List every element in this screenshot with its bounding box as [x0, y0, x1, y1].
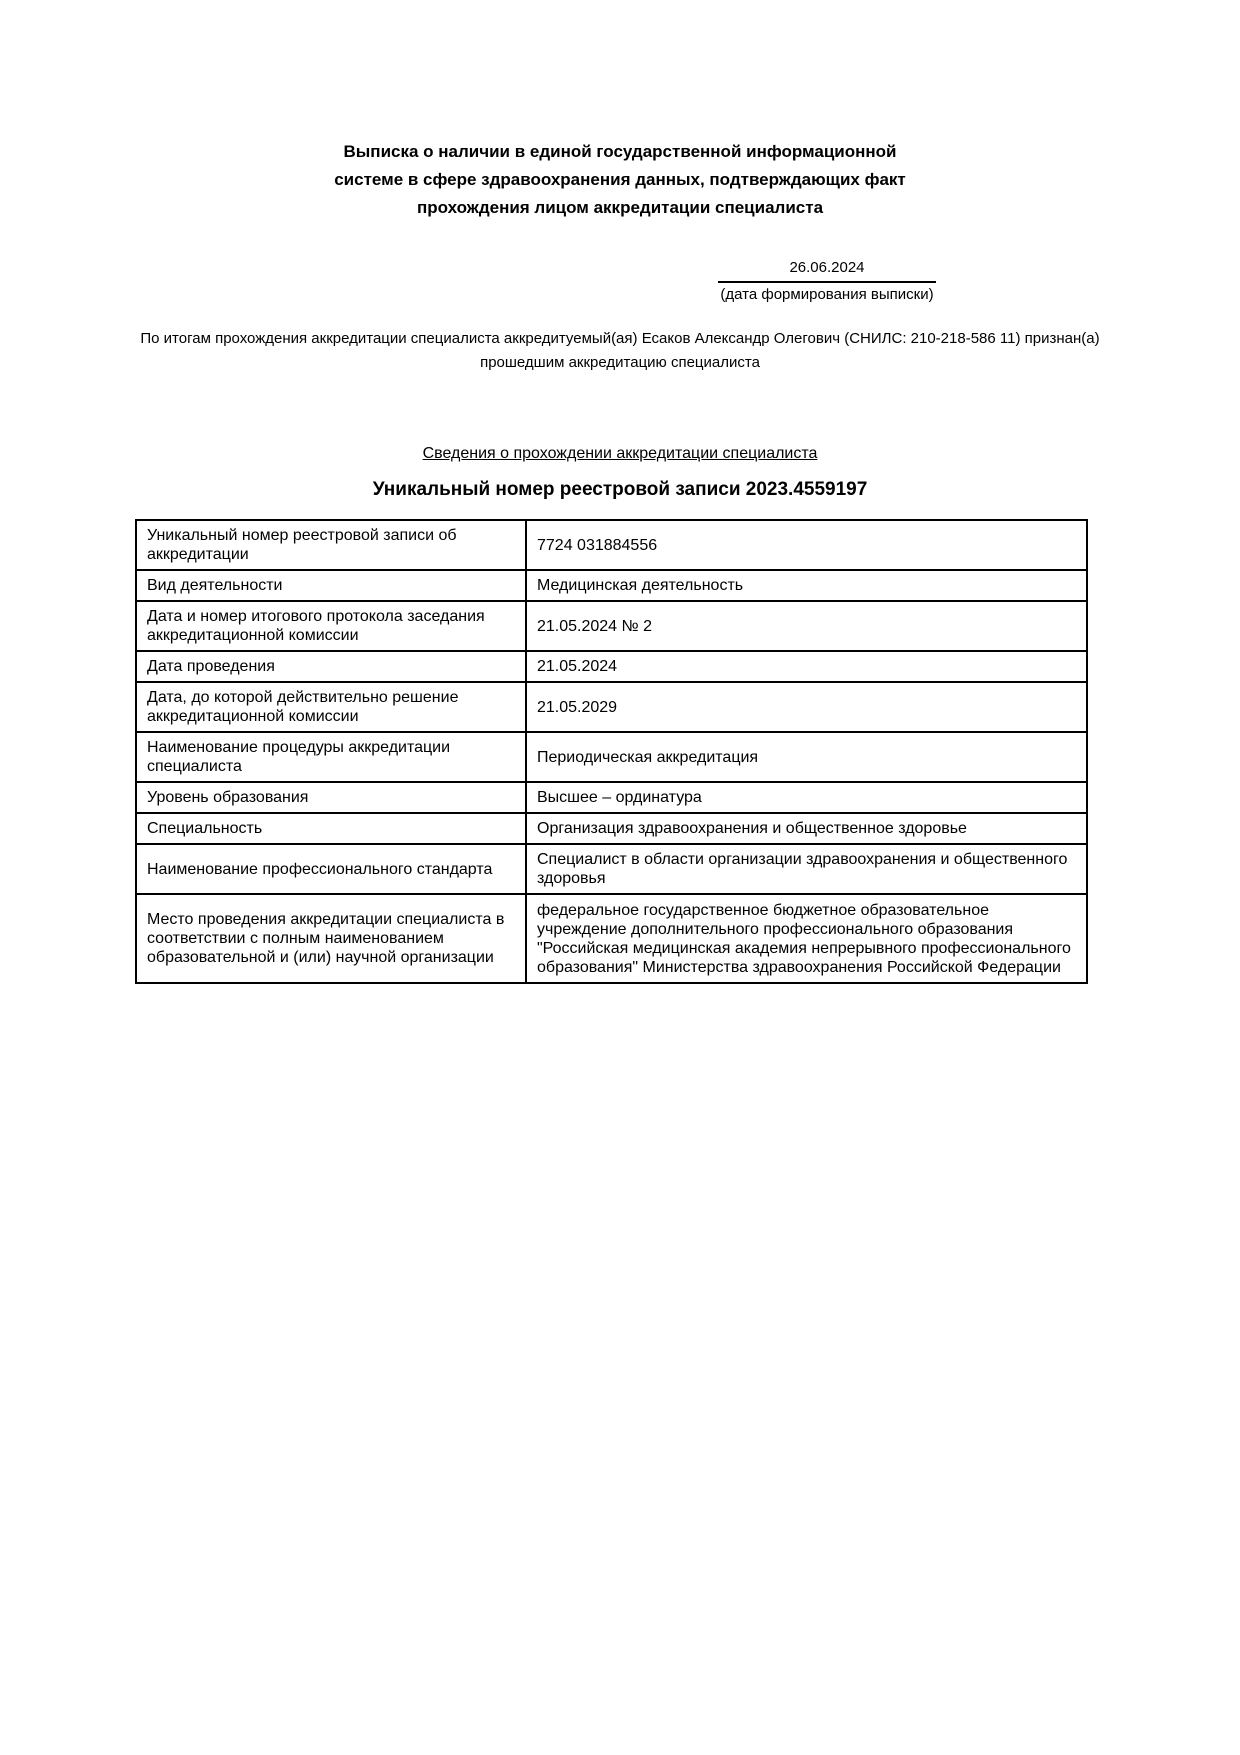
- row-label: Дата, до которой действительно решение аккредитационной комиссии: [136, 682, 526, 732]
- accreditation-summary-paragraph: По итогам прохождения аккредитации специалиста аккредитуемый(ая) Есаков Александр Олегович (СНИЛС: 210-218-586 11) признан(а) прошедшим аккредитацию специалиста: [140, 330, 1100, 371]
- document-title-line-3: прохождения лицом аккредитации специалиста: [416, 198, 824, 217]
- row-value: Высшее – ординатура: [526, 782, 1087, 813]
- section-header: Сведения о прохождении аккредитации специалиста: [422, 445, 818, 462]
- row-value: 21.05.2029: [526, 682, 1087, 732]
- registry-record-heading: Уникальный номер реестровой записи 2023.4559197: [372, 479, 868, 500]
- row-value: Периодическая аккредитация: [526, 732, 1087, 782]
- extract-date-block: [708, 258, 946, 305]
- document-title-line-2: системе в сфере здравоохранения данных, подтверждающих факт: [334, 170, 906, 189]
- document-title: [0, 0, 1240, 222]
- row-value: 21.05.2024 № 2: [526, 601, 1087, 651]
- row-label: Специальность: [136, 813, 526, 844]
- table-row: [136, 844, 1087, 894]
- table-row: [136, 570, 1087, 601]
- table-row: [136, 651, 1087, 682]
- accreditation-details-table: [135, 519, 1088, 984]
- extract-date-caption: (дата формирования выписки): [720, 286, 934, 303]
- table-row: [136, 782, 1087, 813]
- row-value: Медицинская деятельность: [526, 570, 1087, 601]
- extract-date: 26.06.2024: [718, 258, 936, 283]
- table-row: [136, 601, 1087, 651]
- row-label: Наименование профессионального стандарта: [136, 844, 526, 894]
- row-label: Дата проведения: [136, 651, 526, 682]
- row-label: Уникальный номер реестровой записи об аккредитации: [136, 520, 526, 570]
- table-row: [136, 682, 1087, 732]
- row-label: Наименование процедуры аккредитации специалиста: [136, 732, 526, 782]
- row-label: Уровень образования: [136, 782, 526, 813]
- row-label: Вид деятельности: [136, 570, 526, 601]
- row-value: 21.05.2024: [526, 651, 1087, 682]
- row-value: федеральное государственное бюджетное образовательное учреждение дополнительного профессионального образования "Российская медицинская академия непрерывного профессионального образования" Министерства здравоохранения Российской Федерации: [526, 894, 1087, 983]
- table-row: [136, 813, 1087, 844]
- row-value: Специалист в области организации здравоохранения и общественного здоровья: [526, 844, 1087, 894]
- document-title-line-1: Выписка о наличии в единой государственной информационной: [343, 142, 897, 161]
- row-value: 7724 031884556: [526, 520, 1087, 570]
- row-label: Место проведения аккредитации специалиста в соответствии с полным наименованием образовательной и (или) научной организации: [136, 894, 526, 983]
- table-row: [136, 520, 1087, 570]
- row-value: Организация здравоохранения и общественное здоровье: [526, 813, 1087, 844]
- table-row: [136, 732, 1087, 782]
- row-label: Дата и номер итогового протокола заседания аккредитационной комиссии: [136, 601, 526, 651]
- table-row: [136, 894, 1087, 983]
